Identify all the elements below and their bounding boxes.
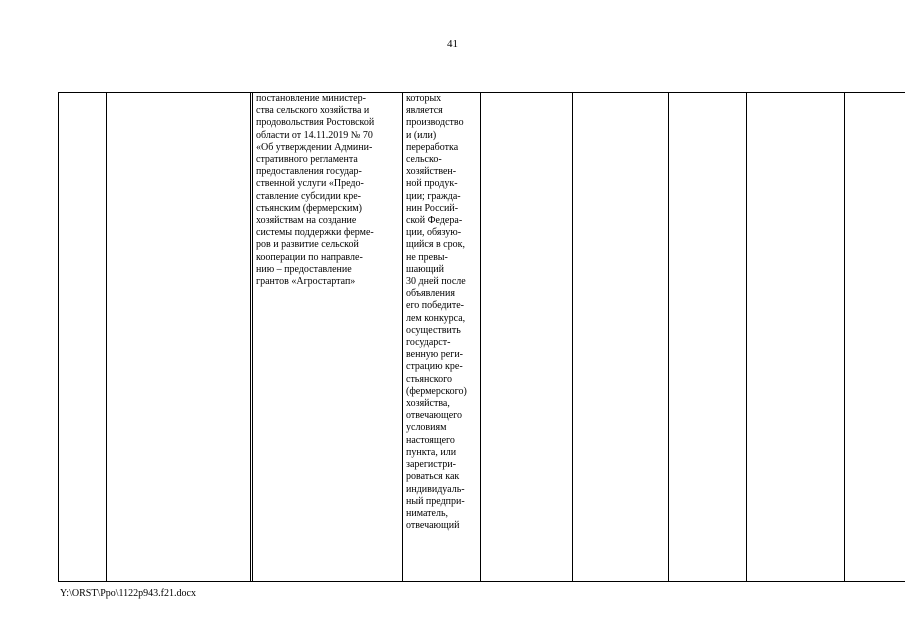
document-table <box>58 92 905 582</box>
page-number: 41 <box>447 38 458 50</box>
table-cell-6 <box>481 93 573 582</box>
table-cell-7 <box>573 93 669 582</box>
footer-file-path: Y:\ORST\Ppo\1122p943.f21.docx <box>60 588 196 599</box>
table-row <box>59 93 905 582</box>
table-cell-2 <box>107 93 251 582</box>
table-cell-10 <box>845 93 905 582</box>
table-cell-1 <box>59 93 107 582</box>
table-cell-9 <box>747 93 845 582</box>
table-cell-recipient-criteria: которых является производство и (или) переработка сельско- хозяйствен- ной продук- ции; гражда- нин Россий- ской Федера- ции, обязую- щийся в срок, не превы- шающий 30 дней после объявления его победите- лем конкурса, осуществить государст- венную реги- страцию кре- стьянского (фермерского) хозяйства, отвечающего условиям настоящего пункта, или зарегистри- роваться как индивидуаль- ный предпри- ниматель, отвечающий <box>403 93 481 582</box>
table-cell-8 <box>669 93 747 582</box>
table-cell-legal-basis: постановление министер- ства сельского хозяйства и продовольствия Ростовской области от 14.11.2019 № 70 «Об утверждении Админи- стративного регламента предоставления государ- ственной услуги «Предо- ставление субсидии кре- стьянским (фермерским) хозяйствам на создание системы поддержки ферме- ров и развитие сельской кооперации по направле- нию – предоставление грантов «Агростартап» <box>253 93 403 582</box>
